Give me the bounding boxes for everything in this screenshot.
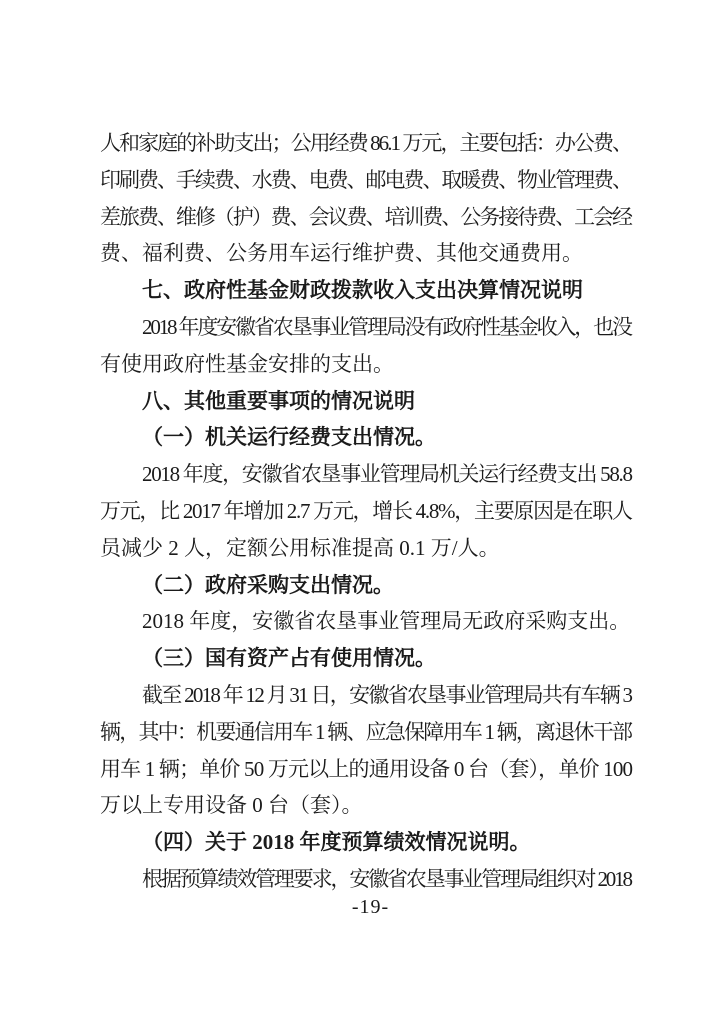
text-line-content: 印刷费、手续费、水费、电费、邮电费、取暖费、物业管理费、 bbox=[100, 167, 631, 192]
text-line-content: 员减少 2 人，定额公用标准提高 0.1 万/人。 bbox=[100, 535, 500, 560]
text-line bbox=[100, 677, 633, 714]
text-line bbox=[100, 456, 633, 493]
text-line bbox=[100, 751, 633, 788]
text-line-content: （二）政府采购支出情况。 bbox=[142, 572, 394, 597]
section-heading bbox=[100, 567, 633, 604]
text-line-content: 人和家庭的补助支出；公用经费 86.1 万元，主要包括：办公费、 bbox=[100, 131, 632, 155]
text-line-content: 2018 年度，安徽省农垦事业管理局无政府采购支出。 bbox=[142, 609, 631, 634]
text-line bbox=[100, 493, 633, 530]
text-line-content: 八、其他重要事项的情况说明 bbox=[142, 388, 415, 413]
text-line-content: 2018 年度，安徽省农垦事业管理局机关运行经费支出 58.8 bbox=[142, 462, 632, 487]
text-line bbox=[100, 861, 633, 898]
text-line-content: 辆，其中：机要通信用车 1 辆、应急保障用车 1 辆，离退休干部 bbox=[100, 719, 632, 744]
text-line-content: 有使用政府性基金安排的支出。 bbox=[100, 351, 394, 376]
text-line-content: （四）关于 2018 年度预算绩效情况说明。 bbox=[142, 830, 531, 855]
text-line bbox=[100, 787, 633, 824]
text-line-content: （三）国有资产占有使用情况。 bbox=[142, 646, 436, 671]
text-line-content: 万元，比 2017 年增加 2.7 万元，增长 4.8%，主要原因是在职人 bbox=[100, 498, 632, 523]
text-line-content: 根据预算绩效管理要求，安徽省农垦事业管理局组织对 2018 bbox=[142, 866, 631, 891]
text-line-content: 2018 年度安徽省农垦事业管理局没有政府性基金收入，也没 bbox=[142, 314, 631, 339]
text-line bbox=[100, 235, 633, 272]
text-line bbox=[100, 162, 633, 199]
section-heading bbox=[100, 419, 633, 456]
text-line-content: 费、福利费、公务用车运行维护费、其他交通费用。 bbox=[100, 241, 583, 266]
text-line bbox=[100, 125, 633, 162]
page-number: -19- bbox=[351, 896, 390, 918]
text-line bbox=[100, 199, 633, 236]
text-line-content: 差旅费、维修（护）费、会议费、培训费、公务接待费、工会经 bbox=[100, 204, 631, 229]
text-line bbox=[100, 346, 633, 383]
text-line bbox=[100, 603, 633, 640]
text-line bbox=[100, 714, 633, 751]
text-line-content: 万以上专用设备 0 台（套）。 bbox=[100, 793, 363, 818]
text-line-content: 用车 1 辆；单价 50 万元以上的通用设备 0 台（套），单价 100 bbox=[100, 756, 633, 781]
section-heading bbox=[100, 383, 633, 420]
text-line bbox=[100, 530, 633, 567]
document-body bbox=[100, 125, 633, 898]
section-heading bbox=[100, 272, 633, 309]
text-line-content: （一）机关运行经费支出情况。 bbox=[142, 425, 436, 450]
section-heading bbox=[100, 640, 633, 677]
text-line bbox=[100, 309, 633, 346]
text-line-content: 七、政府性基金财政拨款收入支出决算情况说明 bbox=[142, 278, 583, 303]
text-line-content: 截至 2018 年 12 月 31 日，安徽省农垦事业管理局共有车辆 3 bbox=[142, 682, 632, 707]
section-heading bbox=[100, 824, 633, 861]
